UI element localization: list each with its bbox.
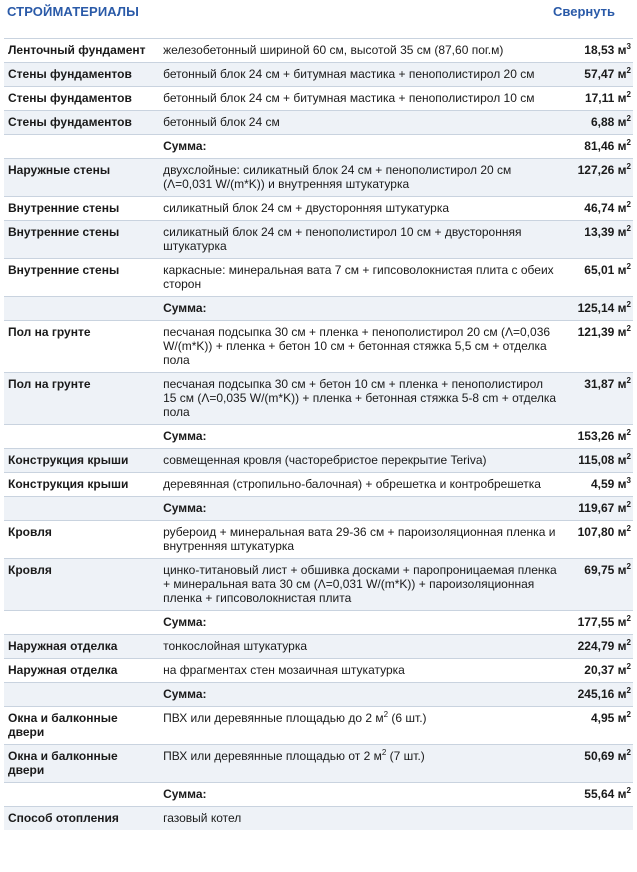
- material-category: Ленточный фундамент: [4, 39, 157, 63]
- material-category: Окна и балконные двери: [4, 707, 157, 745]
- material-description: [157, 111, 561, 135]
- material-category: Наружная отделка: [4, 659, 157, 683]
- unit-power: 2: [626, 452, 631, 461]
- description-text: ПВХ или деревянные площадью от 2 м: [163, 749, 382, 763]
- material-quantity: [561, 707, 633, 745]
- unit-base: м: [617, 615, 627, 629]
- material-quantity: [561, 111, 633, 135]
- table-row: [4, 221, 633, 259]
- material-description: [157, 259, 561, 297]
- quantity-number: 224,79: [577, 639, 615, 653]
- material-quantity: [561, 373, 633, 425]
- sum-label: Сумма:: [157, 611, 561, 635]
- description-text: двухслойные: силикатный блок 24 см + пенополистирол 20 см (Λ=0,031 W/(m*K)) и внутренняя штукатурка: [163, 163, 512, 191]
- unit-power: 2: [626, 748, 631, 757]
- table-row: [4, 321, 633, 373]
- unit-power: 2: [626, 114, 631, 123]
- unit-power: 2: [626, 686, 631, 695]
- table-row: [4, 807, 633, 831]
- material-description: [157, 659, 561, 683]
- table-row: [4, 745, 633, 783]
- quantity-number: 13,39: [584, 225, 615, 239]
- sum-row: [4, 683, 633, 707]
- table-row: [4, 259, 633, 297]
- quantity-unit: [618, 687, 631, 701]
- description-text: совмещенная кровля (часторебристое перекрытие Teriva): [163, 453, 487, 467]
- unit-base: м: [617, 639, 627, 653]
- unit-base: м: [617, 687, 627, 701]
- description-text: на фрагментах стен мозаичная штукатурка: [163, 663, 405, 677]
- unit-base: м: [617, 663, 627, 677]
- material-category: Стены фундаментов: [4, 111, 157, 135]
- material-category: Способ отопления: [4, 807, 157, 831]
- description-text: бетонный блок 24 см + битумная мастика + пенополистирол 20 см: [163, 67, 535, 81]
- description-text: бетонный блок 24 см: [163, 115, 280, 129]
- description-tail: (7 шт.): [386, 749, 425, 763]
- unit-power: 2: [626, 200, 631, 209]
- quantity-unit: [618, 615, 631, 629]
- quantity-unit: [618, 325, 631, 339]
- quantity-number: 107,80: [577, 525, 615, 539]
- unit-power: 2: [626, 162, 631, 171]
- quantity-unit: [618, 115, 631, 129]
- quantity-number: 4,95: [590, 711, 615, 725]
- sum-value: [561, 683, 633, 707]
- material-quantity: [561, 559, 633, 611]
- unit-power: 2: [626, 324, 631, 333]
- description-text: цинко-титановый лист + обшивка досками + паропроницаемая пленка + минеральная вата 30 см (Λ=0,031 W/(m*K)) + пароизоляционная пленка + гипсоволокнистая плита: [163, 563, 557, 605]
- unit-power: 2: [626, 710, 631, 719]
- material-category: Внутренние стены: [4, 197, 157, 221]
- material-description: [157, 159, 561, 197]
- material-category: Кровля: [4, 559, 157, 611]
- unit-power: 2: [626, 66, 631, 75]
- material-category: Стены фундаментов: [4, 87, 157, 111]
- sum-label: Сумма:: [157, 297, 561, 321]
- quantity-unit: [618, 663, 631, 677]
- unit-power: 2: [626, 90, 631, 99]
- sum-value: [561, 783, 633, 807]
- quantity-number: 46,74: [584, 201, 615, 215]
- unit-power: 2: [626, 300, 631, 309]
- sum-value: [561, 135, 633, 159]
- sum-label: Сумма:: [157, 425, 561, 449]
- unit-power: 2: [626, 376, 631, 385]
- sum-label: Сумма:: [157, 135, 561, 159]
- table-row: [4, 521, 633, 559]
- unit-base: м: [617, 429, 627, 443]
- quantity-unit: [618, 43, 631, 57]
- unit-power: 2: [626, 262, 631, 271]
- quantity-unit: [618, 749, 631, 763]
- material-description: [157, 87, 561, 111]
- unit-base: м: [617, 787, 627, 801]
- quantity-number: 119,67: [578, 501, 615, 515]
- quantity-unit: [618, 711, 631, 725]
- quantity-unit: [618, 139, 631, 153]
- quantity-unit: [618, 639, 631, 653]
- material-quantity: [561, 63, 633, 87]
- sum-label: Сумма:: [157, 783, 561, 807]
- table-row: [4, 39, 633, 63]
- table-row: [4, 159, 633, 197]
- quantity-unit: [618, 263, 631, 277]
- description-text: железобетонный шириной 60 см, высотой 35 см (87,60 пог.м): [163, 43, 504, 57]
- empty-cell: [4, 135, 157, 159]
- material-category: Наружная отделка: [4, 635, 157, 659]
- unit-base: м: [617, 301, 627, 315]
- material-description: [157, 521, 561, 559]
- quantity-unit: [618, 301, 631, 315]
- material-quantity: [561, 259, 633, 297]
- material-category: Пол на грунте: [4, 373, 157, 425]
- unit-base: м: [617, 91, 627, 105]
- quantity-number: 115,08: [578, 453, 615, 467]
- sum-label: Сумма:: [157, 497, 561, 521]
- material-category: Внутренние стены: [4, 259, 157, 297]
- unit-power: 2: [626, 138, 631, 147]
- collapse-link[interactable]: Свернуть: [553, 4, 615, 19]
- material-description: [157, 635, 561, 659]
- description-text: силикатный блок 24 см + двусторонняя штукатурка: [163, 201, 450, 215]
- quantity-number: 55,64: [584, 787, 615, 801]
- quantity-number: 20,37: [584, 663, 615, 677]
- material-description: [157, 559, 561, 611]
- table-row: [4, 449, 633, 473]
- unit-base: м: [617, 225, 627, 239]
- quantity-number: 65,01: [584, 263, 615, 277]
- sum-value: [561, 497, 633, 521]
- sum-row: [4, 611, 633, 635]
- quantity-number: 125,14: [577, 301, 615, 315]
- description-text: ПВХ или деревянные площадью до 2 м: [163, 711, 384, 725]
- unit-base: м: [617, 115, 627, 129]
- quantity-number: 153,26: [577, 429, 615, 443]
- material-quantity: [561, 221, 633, 259]
- description-text: бетонный блок 24 см + битумная мастика + пенополистирол 10 см: [163, 91, 535, 105]
- quantity-number: 177,55: [577, 615, 615, 629]
- material-description: [157, 473, 561, 497]
- unit-power: 2: [626, 500, 631, 509]
- material-category: Конструкция крыши: [4, 449, 157, 473]
- material-quantity: [561, 449, 633, 473]
- quantity-number: 57,47: [584, 67, 615, 81]
- quantity-unit: [618, 563, 631, 577]
- material-description: [157, 197, 561, 221]
- table-row: [4, 63, 633, 87]
- quantity-unit: [618, 91, 631, 105]
- unit-base: м: [617, 263, 627, 277]
- description-text: каркасные: минеральная вата 7 см + гипсоволокнистая плита с обеих сторон: [163, 263, 554, 291]
- material-description: [157, 707, 561, 745]
- material-quantity: [561, 635, 633, 659]
- unit-power: 3: [626, 476, 631, 485]
- material-category: Окна и балконные двери: [4, 745, 157, 783]
- description-text: тонкослойная штукатурка: [163, 639, 307, 653]
- material-description: [157, 39, 561, 63]
- sum-row: [4, 425, 633, 449]
- description-text: газовый котел: [163, 811, 242, 825]
- empty-cell: [4, 297, 157, 321]
- material-quantity: [561, 659, 633, 683]
- quantity-unit: [618, 525, 631, 539]
- material-description: [157, 63, 561, 87]
- material-description: [157, 745, 561, 783]
- material-description: [157, 321, 561, 373]
- quantity-unit: [618, 201, 631, 215]
- quantity-number: 6,88: [590, 115, 615, 129]
- unit-power: 2: [626, 562, 631, 571]
- description-tail: (6 шт.): [388, 711, 427, 725]
- table-row: [4, 373, 633, 425]
- material-category: Наружные стены: [4, 159, 157, 197]
- unit-power: 2: [626, 224, 631, 233]
- unit-base: м: [617, 477, 627, 491]
- table-row: [4, 197, 633, 221]
- description-text: деревянная (стропильно-балочная) + обрешетка и контробрешетка: [163, 477, 541, 491]
- material-category: Пол на грунте: [4, 321, 157, 373]
- unit-power: 2: [626, 638, 631, 647]
- unit-base: м: [617, 325, 627, 339]
- unit-power: 2: [626, 786, 631, 795]
- unit-base: м: [617, 67, 627, 81]
- quantity-unit: [618, 501, 631, 515]
- section-title: СТРОЙМАТЕРИАЛЫ: [7, 4, 139, 19]
- unit-base: м: [617, 711, 627, 725]
- quantity-number: 245,16: [577, 687, 615, 701]
- sum-label: Сумма:: [157, 683, 561, 707]
- empty-cell: [4, 783, 157, 807]
- quantity-number: 50,69: [584, 749, 615, 763]
- sum-value: [561, 297, 633, 321]
- material-quantity: [561, 473, 633, 497]
- description-unit-power: 2: [381, 748, 387, 757]
- sum-row: [4, 135, 633, 159]
- empty-cell: [4, 611, 157, 635]
- sum-value: [561, 611, 633, 635]
- description-text: песчаная подсыпка 30 см + бетон 10 см + пленка + пенополистирол 15 см (Λ=0,035 W/(m*K)) + пленка + бетонная стяжка 5-8 cm + отделка пола: [163, 377, 557, 419]
- sum-value: [561, 425, 633, 449]
- material-description: [157, 449, 561, 473]
- table-row: [4, 707, 633, 745]
- quantity-unit: [618, 377, 631, 391]
- table-row: [4, 559, 633, 611]
- quantity-unit: [618, 429, 631, 443]
- table-row: [4, 659, 633, 683]
- quantity-unit: [618, 163, 631, 177]
- material-description: [157, 807, 561, 831]
- description-text: рубероид + минеральная вата 29-36 см + пароизоляционная пленка и внутренняя штукатурка: [163, 525, 556, 553]
- table-row: [4, 87, 633, 111]
- material-quantity: [561, 159, 633, 197]
- material-category: Стены фундаментов: [4, 63, 157, 87]
- unit-base: м: [617, 43, 627, 57]
- quantity-number: 69,75: [584, 563, 615, 577]
- material-quantity: [561, 807, 633, 831]
- material-category: Конструкция крыши: [4, 473, 157, 497]
- material-description: [157, 221, 561, 259]
- unit-base: м: [617, 139, 627, 153]
- table-row: [4, 473, 633, 497]
- material-quantity: [561, 521, 633, 559]
- material-quantity: [561, 87, 633, 111]
- unit-power: 3: [626, 42, 631, 51]
- table-row: [4, 111, 633, 135]
- material-category: Внутренние стены: [4, 221, 157, 259]
- material-description: [157, 373, 561, 425]
- quantity-unit: [618, 225, 631, 239]
- materials-table: [4, 38, 633, 830]
- material-quantity: [561, 197, 633, 221]
- section-header: [0, 0, 637, 38]
- unit-power: 2: [626, 614, 631, 623]
- unit-base: м: [617, 453, 627, 467]
- sum-row: [4, 783, 633, 807]
- sum-row: [4, 297, 633, 321]
- quantity-number: 31,87: [584, 377, 615, 391]
- unit-power: 2: [626, 662, 631, 671]
- quantity-number: 17,11: [584, 91, 615, 105]
- unit-base: м: [617, 525, 627, 539]
- quantity-unit: [618, 477, 631, 491]
- quantity-unit: [618, 787, 631, 801]
- quantity-number: 81,46: [584, 139, 615, 153]
- material-quantity: [561, 745, 633, 783]
- empty-cell: [4, 683, 157, 707]
- sum-row: [4, 497, 633, 521]
- empty-cell: [4, 425, 157, 449]
- unit-base: м: [617, 749, 627, 763]
- quantity-number: 127,26: [577, 163, 615, 177]
- quantity-number: 18,53: [584, 43, 615, 57]
- unit-power: 2: [626, 428, 631, 437]
- description-text: силикатный блок 24 см + пенополистирол 10 см + двусторонняя штукатурка: [163, 225, 522, 253]
- unit-base: м: [617, 163, 627, 177]
- empty-cell: [4, 497, 157, 521]
- material-quantity: [561, 39, 633, 63]
- quantity-unit: [618, 453, 631, 467]
- quantity-number: 4,59: [590, 477, 615, 491]
- unit-base: м: [617, 501, 627, 515]
- unit-base: м: [617, 201, 627, 215]
- table-row: [4, 635, 633, 659]
- unit-base: м: [617, 377, 627, 391]
- description-text: песчаная подсыпка 30 см + пленка + пенополистирол 20 см (Λ=0,036 W/(m*K)) + пленка + бетон 10 см + бетонная стяжка 5,5 см + отделка пола: [163, 325, 551, 367]
- unit-base: м: [617, 563, 627, 577]
- description-unit-power: 2: [383, 710, 389, 719]
- quantity-unit: [618, 67, 631, 81]
- quantity-number: 121,39: [577, 325, 615, 339]
- material-quantity: [561, 321, 633, 373]
- material-category: Кровля: [4, 521, 157, 559]
- unit-power: 2: [626, 524, 631, 533]
